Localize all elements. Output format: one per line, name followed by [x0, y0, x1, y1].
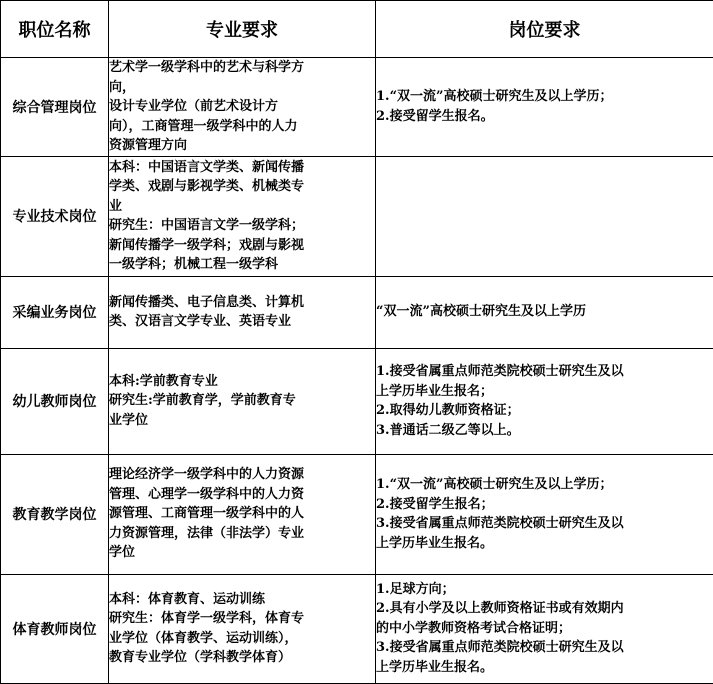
position-name: 综合管理岗位 — [1, 58, 109, 157]
major-line: 向， — [109, 78, 375, 98]
major-line: 类、汉语言文学专业、英语专业 — [109, 312, 375, 332]
major-requirement — [109, 574, 376, 683]
requirement-line: 上学历毕业生报名。 — [376, 534, 713, 554]
requirement-line: 1.“双一流”高校硕士研究生及以上学历； — [376, 87, 713, 107]
major-line: 研究生：中国语言文学一级学科； — [109, 216, 375, 236]
header-requirement: 岗位要求 — [376, 1, 713, 58]
major-line: 新闻传播类、电子信息类、计算机 — [109, 293, 375, 313]
requirement-line: 3.普通话二级乙等以上。 — [376, 421, 713, 441]
requirement-line: 2.接受留学生报名； — [376, 495, 713, 515]
table-row — [1, 574, 713, 683]
requirement-line: 2.具有小学及以上教师资格证书或有效期内 — [376, 599, 713, 619]
major-line: 学位 — [109, 543, 375, 563]
major-line: 学类、戏剧与影视学类、机械类专 — [109, 177, 375, 197]
major-line: 业 — [109, 197, 375, 217]
table-row — [1, 348, 713, 454]
table-row — [1, 276, 713, 348]
major-line: 研究生：体育学一级学科，体育专 — [109, 609, 375, 629]
major-requirement — [109, 454, 376, 574]
major-line: 业学位（体育教学、运动训练）， — [109, 629, 375, 649]
requirement-line: 1.足球方向； — [376, 580, 713, 600]
major-line: 设计专业学位（前艺术设计方 — [109, 97, 375, 117]
major-line: 业学位 — [109, 411, 375, 431]
major-line: 力资源管理，法律（非法学）专业 — [109, 524, 375, 544]
major-line: 艺术学一级学科中的艺术与科学方 — [109, 58, 375, 78]
requirement-line: 2.接受留学生报名。 — [376, 107, 713, 127]
header-row — [1, 1, 713, 58]
position-name: 体育教师岗位 — [1, 574, 109, 683]
position-requirement — [376, 574, 713, 683]
major-line: 管理、心理学一级学科中的人力资 — [109, 485, 375, 505]
major-requirement — [109, 276, 376, 348]
requirement-line: 3.接受省属重点师范类院校硕士研究生及以 — [376, 638, 713, 658]
major-line: 新闻传播学一级学科；戏剧与影视 — [109, 236, 375, 256]
table-row — [1, 58, 713, 157]
header-major: 专业要求 — [109, 1, 376, 58]
position-name: 专业技术岗位 — [1, 156, 109, 276]
major-requirement — [109, 58, 376, 157]
requirement-line: 上学历毕业生报名； — [376, 382, 713, 402]
major-line: 向），工商管理一级学科中的人力 — [109, 117, 375, 137]
major-requirement — [109, 156, 376, 276]
position-name: 教育教学岗位 — [1, 454, 109, 574]
position-requirement — [376, 348, 713, 454]
requirement-line: 2.取得幼儿教师资格证； — [376, 401, 713, 421]
requirement-line: 1.“双一流”高校硕士研究生及以上学历； — [376, 475, 713, 495]
table-row — [1, 156, 713, 276]
major-line: 一级学科；机械工程一级学科 — [109, 255, 375, 275]
header-position: 职位名称 — [1, 1, 109, 58]
requirement-line: 3.接受省属重点师范类院校硕士研究生及以 — [376, 514, 713, 534]
major-line: 研究生:学前教育学，学前教育专 — [109, 391, 375, 411]
position-requirement — [376, 276, 713, 348]
position-requirement — [376, 156, 713, 276]
requirement-line: “双一流”高校硕士研究生及以上学历 — [376, 302, 713, 322]
table-row — [1, 454, 713, 574]
major-line: 本科：中国语言文学类、新闻传播 — [109, 158, 375, 178]
requirement-line: 1.接受省属重点师范类院校硕士研究生及以 — [376, 362, 713, 382]
major-line: 教育专业学位（学科教学体育） — [109, 648, 375, 668]
position-requirement — [376, 58, 713, 157]
major-line: 本科:学前教育专业 — [109, 372, 375, 392]
requirement-line: 上学历毕业生报名。 — [376, 658, 713, 678]
position-name: 幼儿教师岗位 — [1, 348, 109, 454]
major-line: 源管理、工商管理一级学科中的人 — [109, 504, 375, 524]
position-name: 采编业务岗位 — [1, 276, 109, 348]
major-requirement — [109, 348, 376, 454]
requirement-line: 的中小学教师资格考试合格证明； — [376, 619, 713, 639]
major-line: 理论经济学一级学科中的人力资源 — [109, 465, 375, 485]
position-requirement — [376, 454, 713, 574]
major-line: 本科：体育教育、运动训练 — [109, 590, 375, 610]
major-line: 资源管理方向 — [109, 136, 375, 156]
